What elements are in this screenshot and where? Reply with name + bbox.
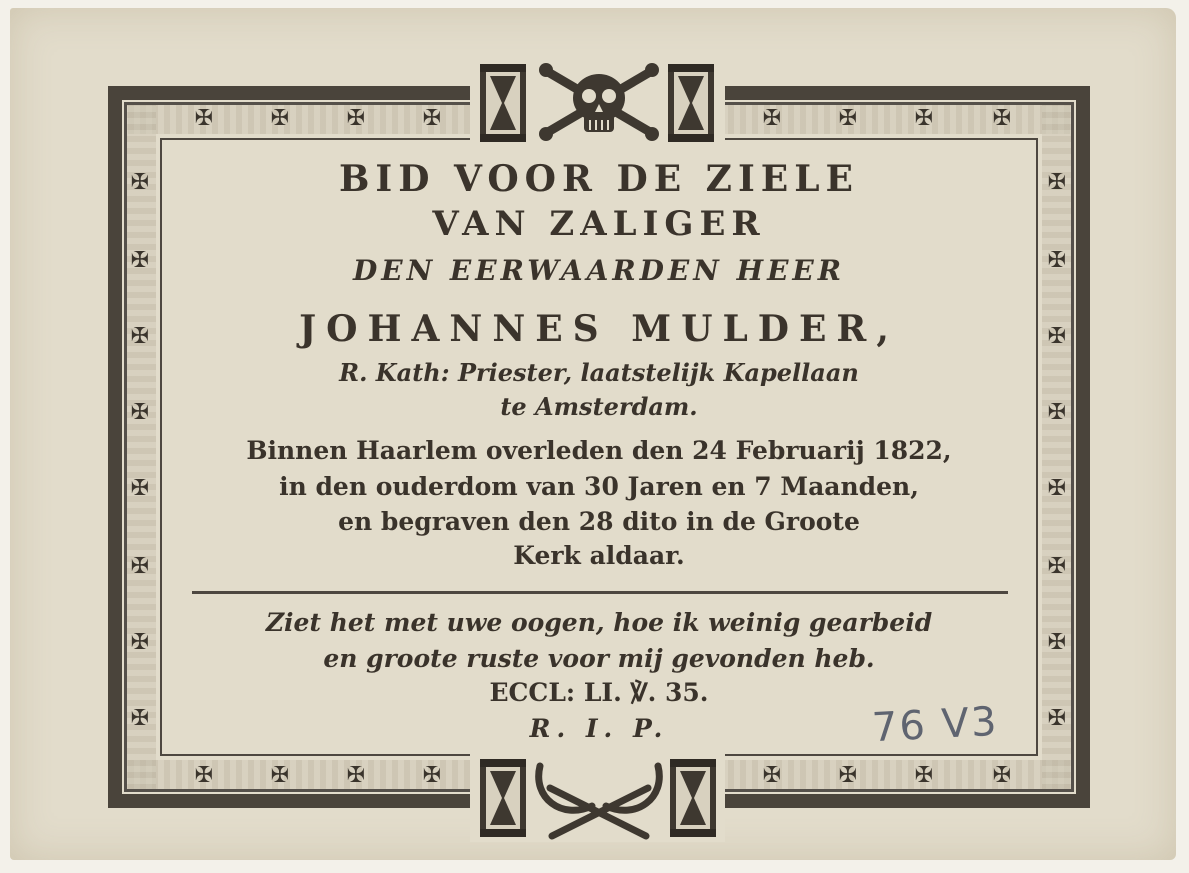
pencil-annotation: 76 V3 xyxy=(870,698,1000,752)
cross-icon: ✠ xyxy=(838,763,858,788)
cross-icon: ✠ xyxy=(130,324,150,349)
cross-icon: ✠ xyxy=(130,248,150,273)
cross-icon: ✠ xyxy=(270,763,290,788)
cross-icon: ✠ xyxy=(130,476,150,501)
cross-icon: ✠ xyxy=(346,763,366,788)
death-line-1: Binnen Haarlem overleden den 24 Februarij 1822, xyxy=(246,436,952,465)
cross-icon: ✠ xyxy=(422,763,442,788)
cross-icon: ✠ xyxy=(1047,630,1067,655)
cross-icon: ✠ xyxy=(1047,400,1067,425)
cross-icon: ✠ xyxy=(992,763,1012,788)
death-line-2: in den ouderdom van 30 Jaren en 7 Maanden, xyxy=(279,472,919,501)
cross-icon: ✠ xyxy=(130,554,150,579)
hourglass-icon xyxy=(666,62,716,144)
cross-icon: ✠ xyxy=(914,763,934,788)
cross-icon: ✠ xyxy=(992,106,1012,131)
cross-icon: ✠ xyxy=(914,106,934,131)
hourglass-icon xyxy=(478,757,528,839)
death-line-4: Kerk aldaar. xyxy=(513,541,685,570)
cross-icon: ✠ xyxy=(130,400,150,425)
heading-line-3: DEN EERWAARDEN HEER xyxy=(352,254,846,287)
cross-icon: ✠ xyxy=(762,106,782,131)
cross-icon: ✠ xyxy=(1047,248,1067,273)
death-line-3: en begraven den 28 dito in de Groote xyxy=(338,507,860,536)
skull-crossbones-icon xyxy=(538,62,660,142)
hourglass-icon xyxy=(668,757,718,839)
cross-icon: ✠ xyxy=(194,106,214,131)
cross-icon: ✠ xyxy=(270,106,290,131)
heading-line-2: VAN ZALIGER xyxy=(432,204,766,244)
cross-icon: ✠ xyxy=(1047,476,1067,501)
heading-line-1: BID VOOR DE ZIELE xyxy=(339,158,859,200)
citation: ECCL: LI. ℣. 35. xyxy=(489,678,709,707)
cross-icon: ✠ xyxy=(838,106,858,131)
cross-icon: ✠ xyxy=(422,106,442,131)
divider-rule xyxy=(192,591,1008,594)
cross-icon: ✠ xyxy=(130,706,150,731)
cross-icon: ✠ xyxy=(130,630,150,655)
cross-icon: ✠ xyxy=(346,106,366,131)
title-line-1: R. Kath: Priester, laatstelijk Kapellaan xyxy=(339,358,859,387)
cross-icon: ✠ xyxy=(762,763,782,788)
deceased-name: JOHANNES MULDER, xyxy=(299,308,899,350)
cross-icon: ✠ xyxy=(1047,706,1067,731)
quote-line-2: en groote ruste voor mij gevonden heb. xyxy=(323,644,875,673)
rip: R. I. P. xyxy=(529,714,669,743)
quote-line-1: Ziet het met uwe oogen, hoe ik weinig gearbeid xyxy=(265,608,933,637)
cross-icon: ✠ xyxy=(1047,170,1067,195)
cross-icon: ✠ xyxy=(130,170,150,195)
crossed-scythes-icon xyxy=(532,758,666,840)
cross-icon: ✠ xyxy=(1047,324,1067,349)
title-line-2: te Amsterdam. xyxy=(500,392,698,421)
cross-icon: ✠ xyxy=(1047,554,1067,579)
hourglass-icon xyxy=(478,62,528,144)
cross-icon: ✠ xyxy=(194,763,214,788)
